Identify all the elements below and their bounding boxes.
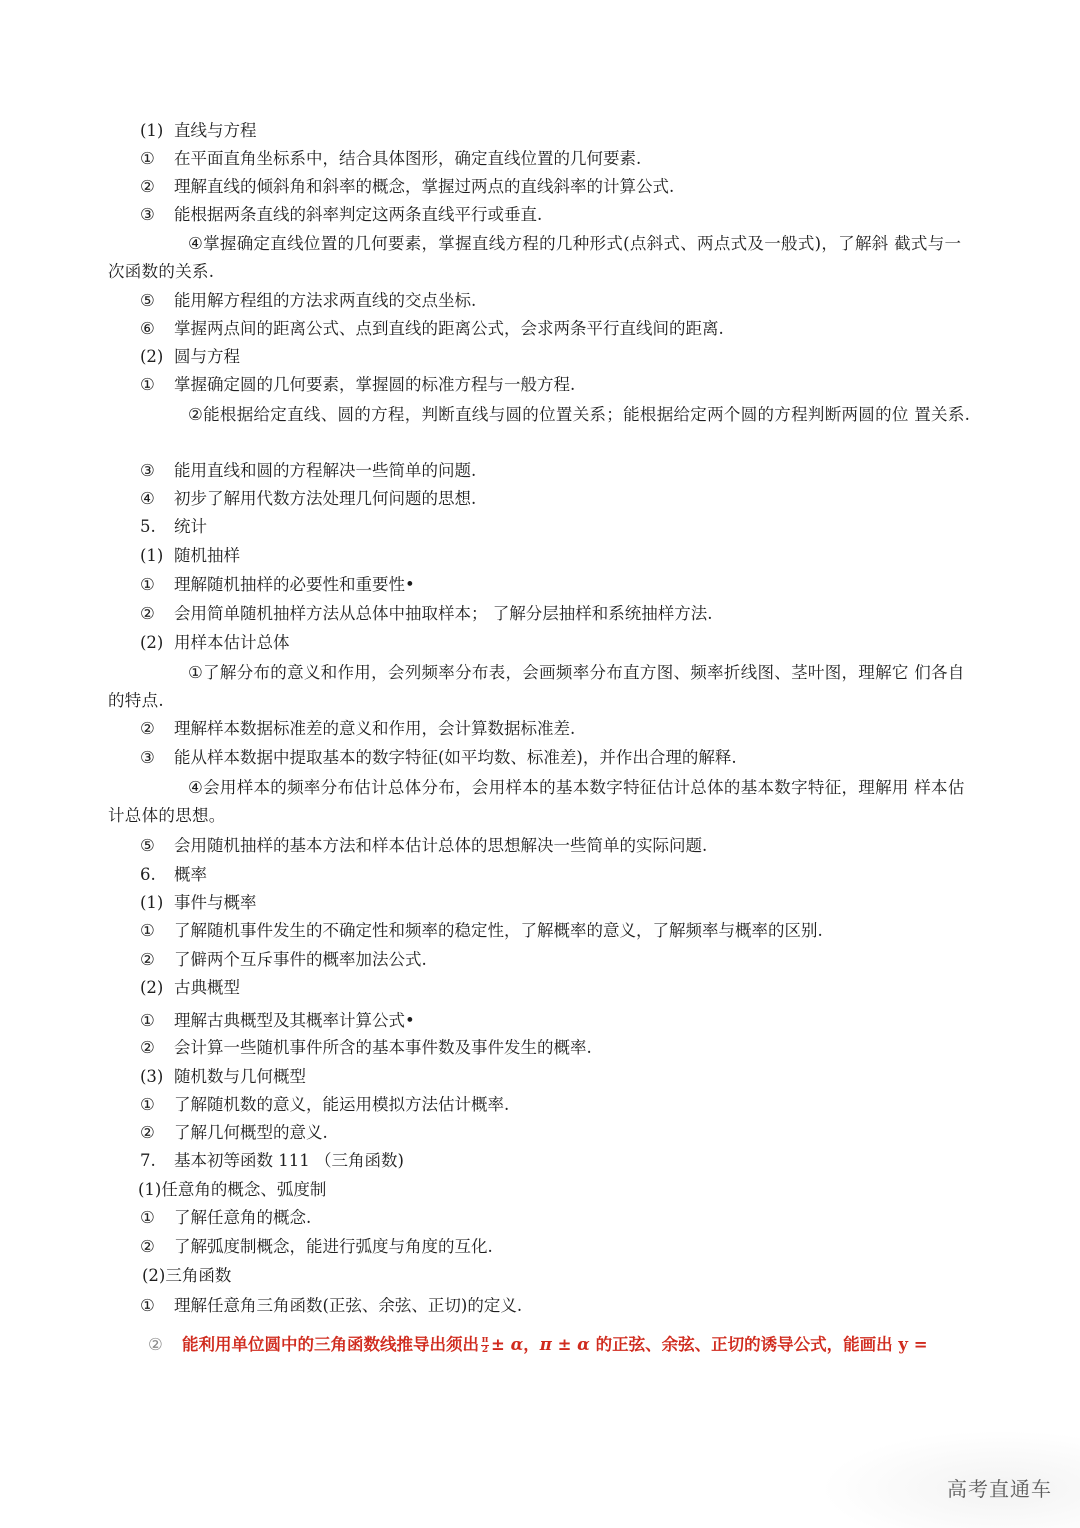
list-item: ② 会计算一些随机事件所含的基本事件数及事件发生的概率. bbox=[140, 1038, 592, 1057]
section-heading: (1) 事件与概率 bbox=[140, 893, 257, 912]
list-item: ④掌握确定直线位置的几何要素，掌握直线方程的几种形式(点斜式、两点式及一般式)，了解斜 截式与一次函数的关系. bbox=[108, 234, 962, 281]
list-item: ④ 初步了解用代数方法处理几何问题的思想. bbox=[140, 489, 477, 508]
section-heading: (2) 古典概型 bbox=[140, 978, 240, 997]
list-item: ①了解分布的意义和作用，会列频率分布表，会画频率分布直方图、频率折线图、茎叶图，理解它 们各自的特点. bbox=[108, 663, 965, 710]
list-item: ① 了解任意角的概念. bbox=[140, 1208, 312, 1227]
list-item: ① 理解随机抽样的必要性和重要性• bbox=[140, 575, 415, 594]
list-item: ⑤ 会用随机抽样的基本方法和样本估计总体的思想解决一些简单的实际问题. bbox=[140, 836, 708, 855]
list-item: ② 理解样本数据标准差的意义和作用，会计算数据标准差. bbox=[140, 719, 576, 738]
list-item: ②能根据给定直线、圆的方程，判断直线与圆的位置关系；能根据给定两个圆的方程判断两圆的位 置关系. bbox=[188, 405, 971, 424]
section-heading: (1) 直线与方程 bbox=[140, 121, 257, 140]
watermark-text: 高考直通车 bbox=[947, 1477, 1052, 1501]
list-item: ② 理解直线的倾斜角和斜率的概念，掌握过两点的直线斜率的计算公式. bbox=[140, 177, 675, 196]
list-item: ⑤ 能用解方程组的方法求两直线的交点坐标. bbox=[140, 291, 477, 310]
pi-over-two-fraction: $\frac{\pi}{2}$ bbox=[481, 1335, 489, 1355]
section-heading: (2)三角函数 bbox=[142, 1266, 232, 1285]
section-heading: (1) 随机抽样 bbox=[140, 546, 240, 565]
list-item: ① 理解古典概型及其概率计算公式• bbox=[140, 1011, 415, 1030]
highlighted-list-item: ② 能利用单位圆中的三角函数线推导出须出 $\frac{\pi}{2}$ ± α，π ± α 的正弦、余弦、正切的诱导公式，能画出 y = bbox=[148, 1335, 928, 1355]
section-heading: (2) 圆与方程 bbox=[140, 347, 240, 366]
section-heading: (3) 随机数与几何概型 bbox=[140, 1067, 306, 1086]
list-item: ② 了解弧度制概念，能进行弧度与角度的互化. bbox=[140, 1237, 493, 1256]
list-item: ① 掌握确定圆的几何要素，掌握圆的标准方程与一般方程. bbox=[140, 375, 576, 394]
list-item: ② 会用简单随机抽样方法从总体中抽取样本； 了解分层抽样和系统抽样方法. bbox=[140, 604, 713, 623]
list-item: ⑥ 掌握两点间的距离公式、点到直线的距离公式，会求两条平行直线间的距离. bbox=[140, 319, 724, 338]
section-heading: (1)任意角的概念、弧度制 bbox=[138, 1180, 327, 1199]
chapter-heading: 6. 概率 bbox=[140, 865, 207, 884]
list-item: ③ 能根据两条直线的斜率判定这两条直线平行或垂直. bbox=[140, 205, 543, 224]
list-item: ① 了解随机事件发生的不确定性和频率的稳定性，了解概率的意义，了解频率与概率的区别. bbox=[140, 921, 823, 940]
list-item: ② 了解几何概型的意义. bbox=[140, 1123, 328, 1142]
list-item: ① 了解随机数的意义，能运用模拟方法估计概率. bbox=[140, 1095, 510, 1114]
chapter-heading: 5. 统计 bbox=[140, 517, 207, 536]
section-heading: (2) 用样本估计总体 bbox=[140, 633, 290, 652]
list-item: ② 了僻两个互斥事件的概率加法公式. bbox=[140, 950, 427, 969]
list-item: ④会用样本的频率分布估计总体分布，会用样本的基本数字特征估计总体的基本数字特征，理解用 样本估计总体的思想。 bbox=[108, 778, 965, 825]
list-item: ③ 能用直线和圆的方程解决一些简单的问题. bbox=[140, 461, 477, 480]
list-item: ① 理解任意角三角函数(正弦、余弦、正切)的定义. bbox=[140, 1296, 523, 1315]
list-item: ③ 能从样本数据中提取基本的数字特征(如平均数、标准差)，并作出合理的解释. bbox=[140, 748, 737, 767]
chapter-heading: 7. 基本初等函数 111 （三角函数) bbox=[140, 1151, 404, 1170]
list-item: ① 在平面直角坐标系中，结合具体图形，确定直线位置的几何要素. bbox=[140, 149, 642, 168]
